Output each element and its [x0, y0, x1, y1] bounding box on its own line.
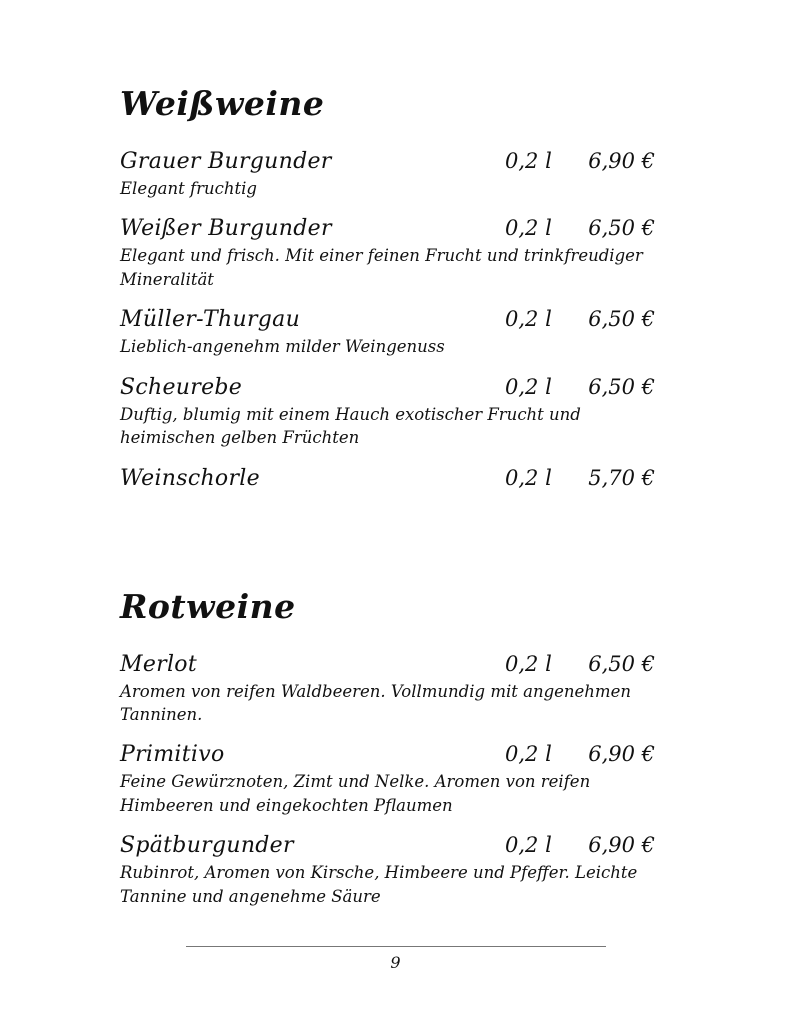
item-description: Aromen von reifen Waldbeeren. Vollmundig mit angenehmen Tanninen.	[120, 681, 631, 724]
item-price: 6,50 €	[588, 374, 655, 399]
section-rotweine	[120, 587, 655, 909]
menu-item	[120, 833, 655, 908]
item-name: Primitivo	[120, 742, 225, 768]
menu-item	[120, 652, 655, 727]
item-name: Weinschorle	[120, 465, 260, 491]
menu-item	[120, 216, 655, 291]
item-row	[120, 307, 655, 332]
item-row	[120, 216, 655, 241]
item-name: Spätburgunder	[120, 833, 294, 859]
item-price: 6,50 €	[588, 307, 655, 332]
item-description: Rubinrot, Aromen von Kirsche, Himbeere und Pfeffer. Leichte Tannine und angenehme Säure	[120, 863, 638, 906]
item-size: 0,2 l	[505, 742, 552, 767]
item-price: 6,90 €	[588, 149, 655, 173]
menu-item	[120, 149, 655, 200]
item-row	[120, 833, 655, 858]
item-description: Elegant fruchtig	[120, 179, 257, 198]
menu-item	[120, 466, 655, 491]
section-weissweine	[120, 84, 655, 491]
footer-divider	[186, 946, 606, 947]
item-description: Feine Gewürznoten, Zimt und Nelke. Aromen von reifen Himbeeren und eingekochten Pflaumen	[120, 772, 591, 815]
item-size: 0,2 l	[505, 216, 552, 241]
item-size: 0,2 l	[505, 651, 552, 676]
item-row	[120, 742, 655, 767]
section-title: Weißweine	[120, 84, 325, 123]
item-size: 0,2 l	[505, 149, 552, 173]
menu-item	[120, 307, 655, 358]
item-description: Elegant und frisch. Mit einer feinen Frucht und trinkfreudiger Mineralität	[120, 246, 643, 289]
item-name: Scheurebe	[120, 374, 243, 400]
item-description: Duftig, blumig mit einem Hauch exotischer Frucht und heimischen gelben Früchten	[120, 404, 581, 448]
item-description: Lieblich-angenehm milder Weingenuss	[120, 337, 445, 357]
section-title: Rotweine	[120, 586, 296, 626]
item-size: 0,2 l	[505, 307, 552, 332]
item-price: 6,90 €	[588, 833, 655, 858]
item-price: 6,50 €	[588, 216, 655, 241]
item-row	[120, 466, 655, 491]
item-price: 6,90 €	[588, 742, 655, 767]
item-price: 5,70 €	[588, 465, 655, 490]
item-size: 0,2 l	[505, 833, 552, 858]
page-footer	[0, 946, 791, 972]
item-row	[120, 149, 655, 174]
item-row	[120, 375, 655, 400]
item-name: Grauer Burgunder	[120, 149, 332, 174]
item-price: 6,50 €	[588, 651, 655, 676]
page-number: 9	[390, 953, 401, 972]
item-size: 0,2 l	[505, 465, 552, 490]
item-name: Weißer Burgunder	[120, 216, 332, 242]
menu-item	[120, 742, 655, 817]
item-size: 0,2 l	[505, 374, 552, 399]
item-name: Müller-Thurgau	[120, 307, 301, 333]
item-row	[120, 652, 655, 677]
menu-item	[120, 375, 655, 450]
item-name: Merlot	[120, 651, 197, 677]
